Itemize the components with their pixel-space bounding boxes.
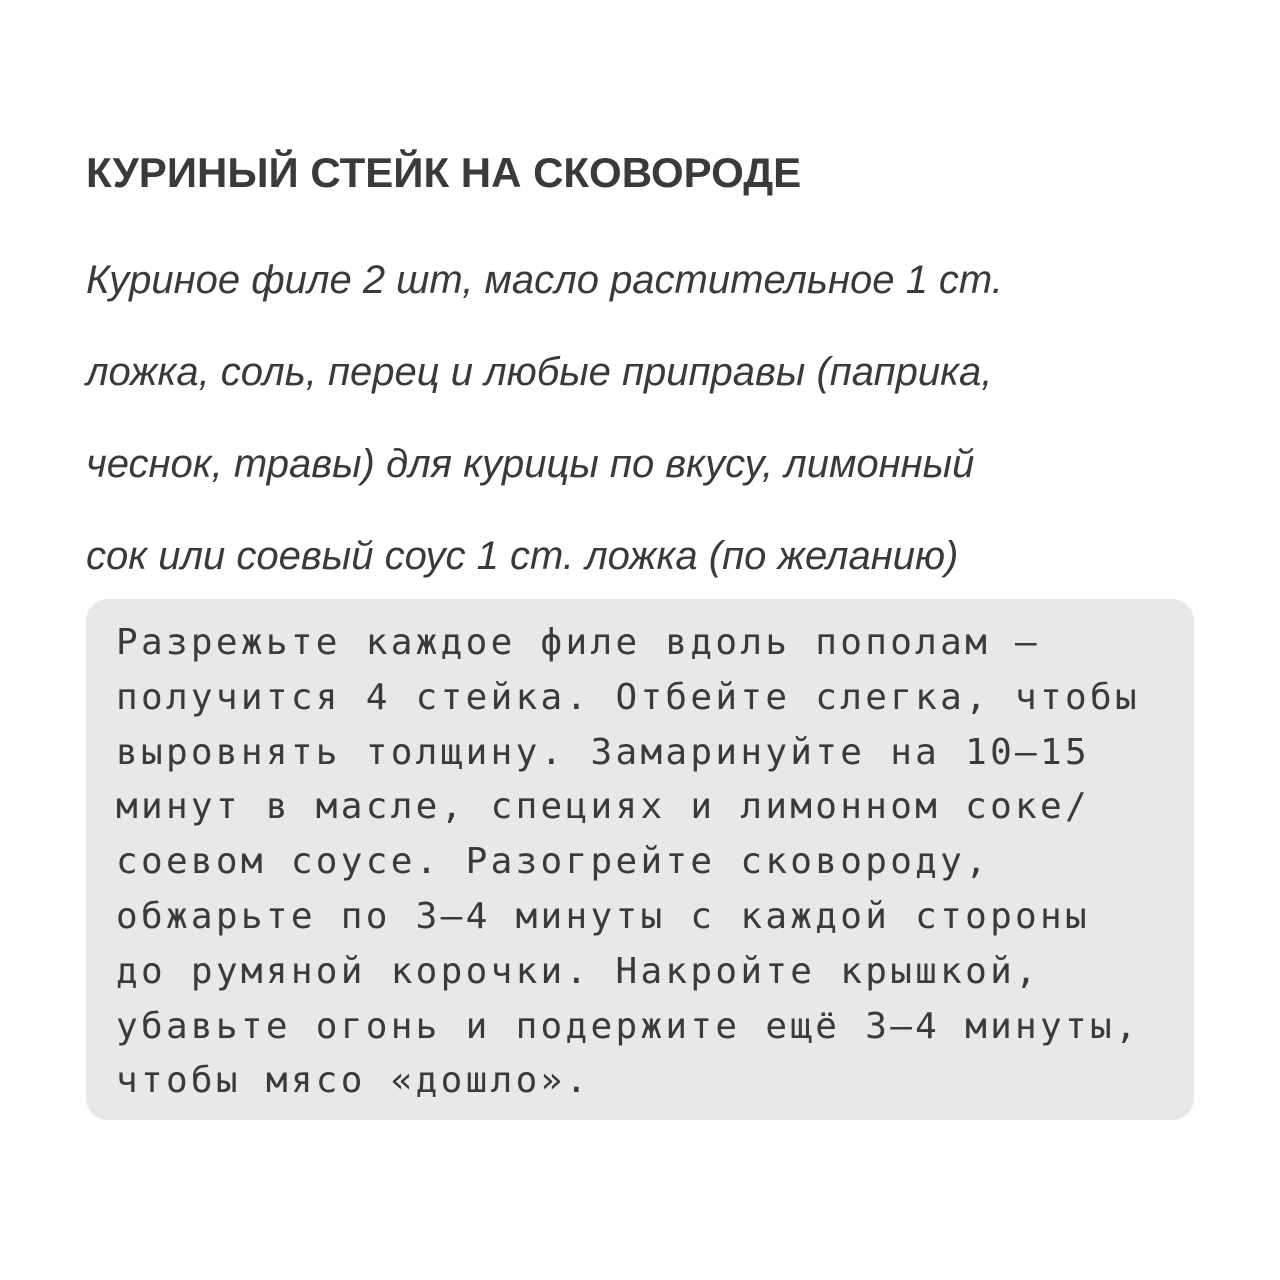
instructions-line: получится 4 стейка. Отбейте слегка, чтобы	[116, 676, 1140, 718]
ingredients-line: ложка, соль, перец и любые приправы (паприка,	[86, 350, 993, 394]
instructions-line: Разрежьте каждое филе вдоль пополам —	[116, 622, 1041, 663]
instructions-line: до румяной корочки. Накройте крышкой,	[116, 950, 1041, 992]
instructions-line: соевом соусе. Разогрейте сковороду,	[116, 841, 991, 883]
instructions-line: чтобы мясо «дошло».	[116, 1060, 591, 1102]
instructions-line: минут в масле, специях и лимонном соке/	[116, 786, 1090, 828]
instructions-line: убавьте огонь и подержите ещё 3—4 минуты,	[116, 1005, 1140, 1047]
ingredients-line: чеснок, травы) для курицы по вкусу, лимонный	[86, 442, 975, 486]
recipe-title: КУРИНЫЙ СТЕЙК НА СКОВОРОДЕ	[86, 149, 802, 196]
instructions-text	[116, 616, 1140, 1109]
ingredients-text	[86, 234, 1196, 602]
instructions-line: обжарьте по 3—4 минуты с каждой стороны	[116, 895, 1090, 937]
ingredients-line: сок или соевый соус 1 ст. ложка (по желанию)	[86, 534, 959, 578]
ingredients-line: Куриное филе 2 шт, масло растительное 1 ст.	[86, 258, 1003, 302]
instructions-line: выровнять толщину. Замаринуйте на 10—15	[116, 731, 1090, 773]
instructions-block	[86, 599, 1194, 1120]
